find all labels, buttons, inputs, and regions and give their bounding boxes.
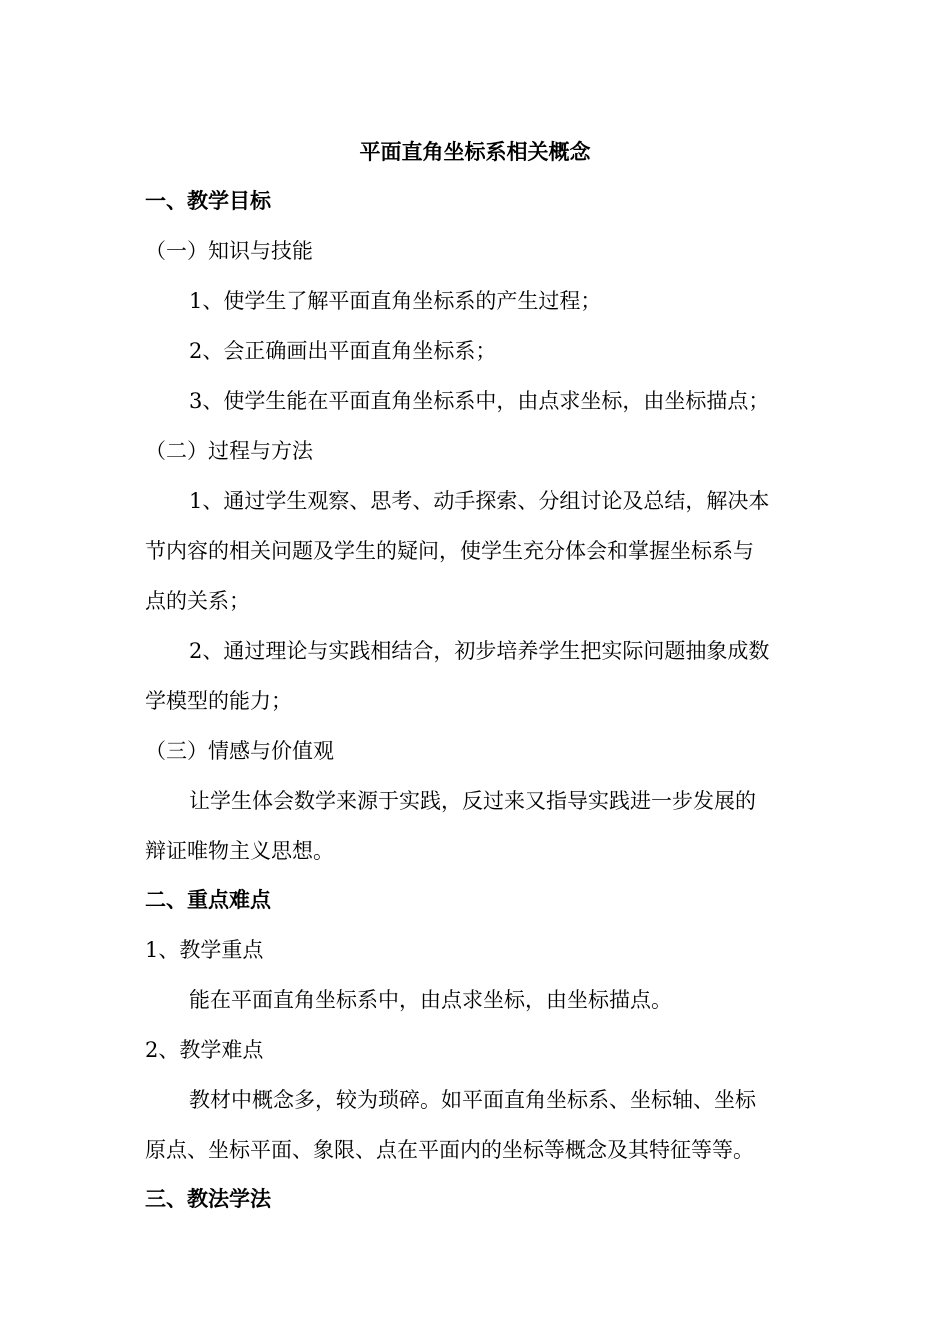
section-heading-3: 三、教法学法 [145,1187,271,1211]
paragraph-line: 辩证唯物主义思想。 [145,839,334,863]
page-title: 平面直角坐标系相关概念 [359,140,591,164]
list-item: 2、会正确画出平面直角坐标系； [189,339,497,363]
key-point-label: 1、教学重点 [145,938,264,962]
section-heading-1: 一、教学目标 [145,189,271,213]
subsection-heading-3: （三）情感与价值观 [145,739,334,763]
paragraph-line: 让学生体会数学来源于实践，反过来又指导实践进一步发展的 [189,789,756,813]
paragraph-line: 点的关系； [145,589,250,613]
section-heading-2: 二、重点难点 [145,888,271,912]
difficulty-label: 2、教学难点 [145,1038,264,1062]
list-item: 1、使学生了解平面直角坐标系的产生过程； [189,289,602,313]
paragraph-line: 节内容的相关问题及学生的疑问，使学生充分体会和掌握坐标系与 [145,539,754,563]
paragraph-line: 学模型的能力； [145,689,292,713]
paragraph-line: 能在平面直角坐标系中，由点求坐标，由坐标描点。 [189,988,672,1012]
subsection-heading-2: （二）过程与方法 [145,439,313,463]
paragraph-line: 原点、坐标平面、象限、点在平面内的坐标等概念及其特征等等。 [145,1138,754,1162]
paragraph-line: 1、通过学生观察、思考、动手探索、分组讨论及总结，解决本 [189,489,770,513]
subsection-heading-1: （一）知识与技能 [145,239,313,263]
paragraph-line: 教材中概念多，较为琐碎。如平面直角坐标系、坐标轴、坐标 [189,1088,756,1112]
paragraph-line: 2、通过理论与实践相结合，初步培养学生把实际问题抽象成数 [189,639,770,663]
list-item: 3、使学生能在平面直角坐标系中，由点求坐标，由坐标描点； [189,389,770,413]
